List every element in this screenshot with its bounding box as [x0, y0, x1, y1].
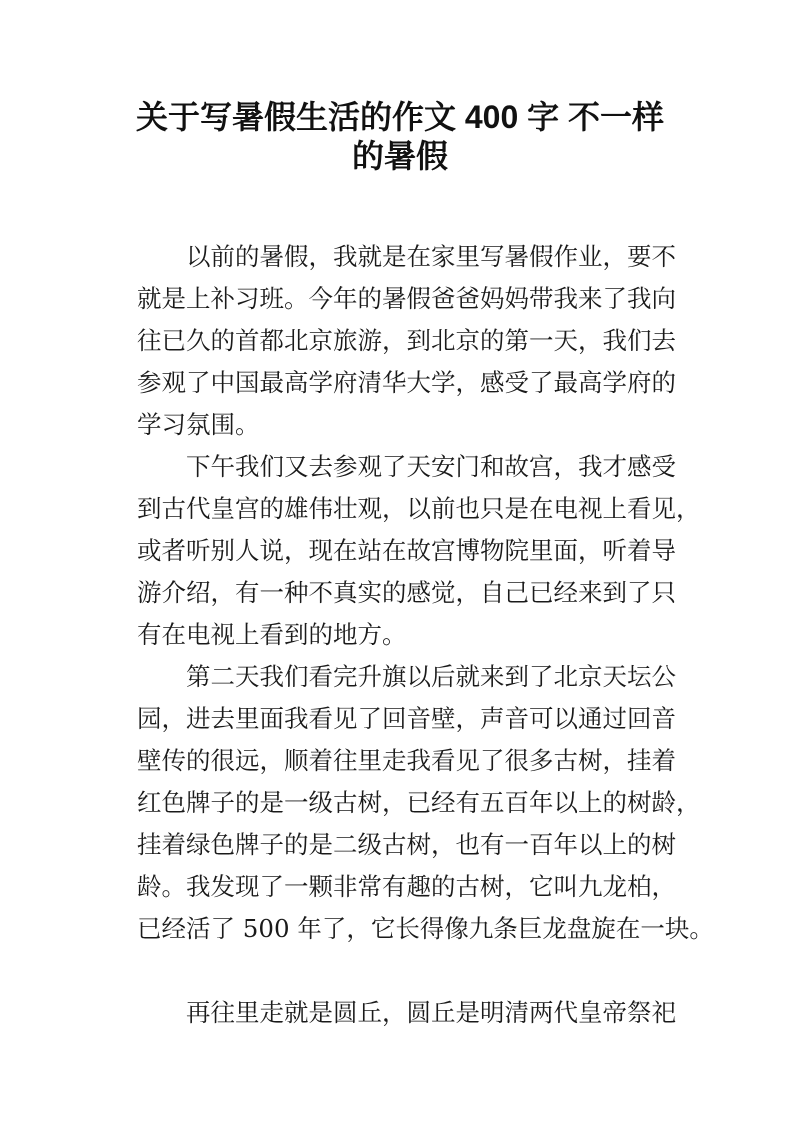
- text-line: 有在电视上看到的地方。: [137, 620, 407, 649]
- paragraph-spacer: [137, 950, 697, 992]
- text-line: 或者听别人说，现在站在故宫博物院里面，听着导: [137, 536, 676, 565]
- paragraph-3: [137, 656, 714, 950]
- text-line: 游介绍，有一种不真实的感觉，自己已经来到了只: [137, 578, 676, 607]
- text-line: 已经活了 500 年了，它长得像九条巨龙盘旋在一块。: [137, 914, 714, 943]
- text-line: 再往里走就是圆丘，圆丘是明清两代皇帝祭祀: [186, 998, 676, 1027]
- text-line: 红色牌子的是一级古树，已经有五百年以上的树龄，: [137, 788, 701, 817]
- text-line: 学习氛围。: [137, 410, 260, 439]
- text-line: 壁传的很远，顺着往里走我看见了很多古树，挂着: [137, 746, 676, 775]
- text-line: 挂着绿色牌子的是二级古树，也有一百年以上的树: [137, 830, 676, 859]
- document-title: [100, 98, 700, 176]
- title-line: 的暑假: [351, 138, 448, 174]
- text-line: 第二天我们看完升旗以后就来到了北京天坛公: [186, 662, 676, 691]
- paragraph-2: [137, 446, 701, 656]
- text-line: 就是上补习班。今年的暑假爸爸妈妈带我来了我向: [137, 284, 676, 313]
- paragraph-1: [137, 236, 697, 446]
- text-line: 龄。我发现了一颗非常有趣的古树，它叫九龙柏，: [137, 872, 676, 901]
- text-line: 下午我们又去参观了天安门和故宫，我才感受: [186, 452, 676, 481]
- document-body: [137, 236, 714, 1034]
- title-line: 关于写暑假生活的作文 400 字 不一样: [135, 99, 665, 135]
- text-line: 到古代皇宫的雄伟壮观，以前也只是在电视上看见，: [137, 494, 701, 523]
- text-line: 参观了中国最高学府清华大学，感受了最高学府的: [137, 368, 676, 397]
- text-line: 以前的暑假，我就是在家里写暑假作业，要不: [186, 242, 676, 271]
- text-line: 往已久的首都北京旅游，到北京的第一天，我们去: [137, 326, 676, 355]
- paragraph-4: [137, 992, 697, 1034]
- text-line: 园，进去里面我看见了回音壁，声音可以通过回音: [137, 704, 676, 733]
